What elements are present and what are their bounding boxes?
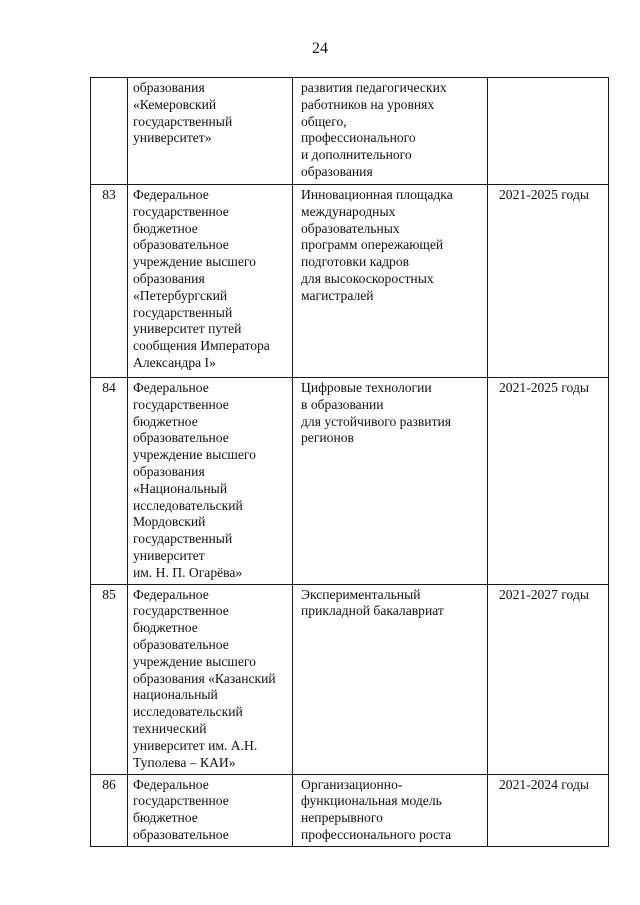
project-cell: Инновационная площадка международных образовательных программ опережающей подготовки кадров для высокоскоростных магистралей [293, 185, 488, 378]
table-row [91, 185, 609, 378]
period-cell: 2021-2025 годы [488, 378, 609, 585]
organization-cell: Федеральное государственное бюджетное образовательное учреждение высшего образования «Казанский национальный исследовательский технический университет им. А.Н. Туполева – КАИ» [128, 584, 293, 774]
row-number-cell: 83 [91, 185, 128, 378]
organization-cell: образования «Кемеровский государственный университет» [128, 78, 293, 185]
organization-cell: Федеральное государственное бюджетное образовательное [128, 774, 293, 846]
organization-cell: Федеральное государственное бюджетное образовательное учреждение высшего образования «Национальный исследовательский Мордовский государственный университет им. Н. П. Огарёва» [128, 378, 293, 585]
programs-table [90, 77, 609, 847]
table-row [91, 78, 609, 185]
period-cell: 2021-2024 годы [488, 774, 609, 846]
project-cell: развития педагогических работников на уровнях общего, профессионального и дополнительного образования [293, 78, 488, 185]
period-cell [488, 78, 609, 185]
project-cell: Цифровые технологии в образовании для устойчивого развития регионов [293, 378, 488, 585]
period-cell: 2021-2027 годы [488, 584, 609, 774]
project-cell: Экспериментальный прикладной бакалавриат [293, 584, 488, 774]
page-number: 24 [312, 40, 328, 57]
project-cell: Организационно- функциональная модель непрерывного профессионального роста [293, 774, 488, 846]
row-number-cell: 84 [91, 378, 128, 585]
row-number-cell [91, 78, 128, 185]
table-row [91, 774, 609, 846]
table-row [91, 584, 609, 774]
row-number-cell: 86 [91, 774, 128, 846]
period-cell: 2021-2025 годы [488, 185, 609, 378]
organization-cell: Федеральное государственное бюджетное образовательное учреждение высшего образования «Петербургский государственный университет путей сообщения Императора Александра I» [128, 185, 293, 378]
row-number-cell: 85 [91, 584, 128, 774]
table-row [91, 378, 609, 585]
